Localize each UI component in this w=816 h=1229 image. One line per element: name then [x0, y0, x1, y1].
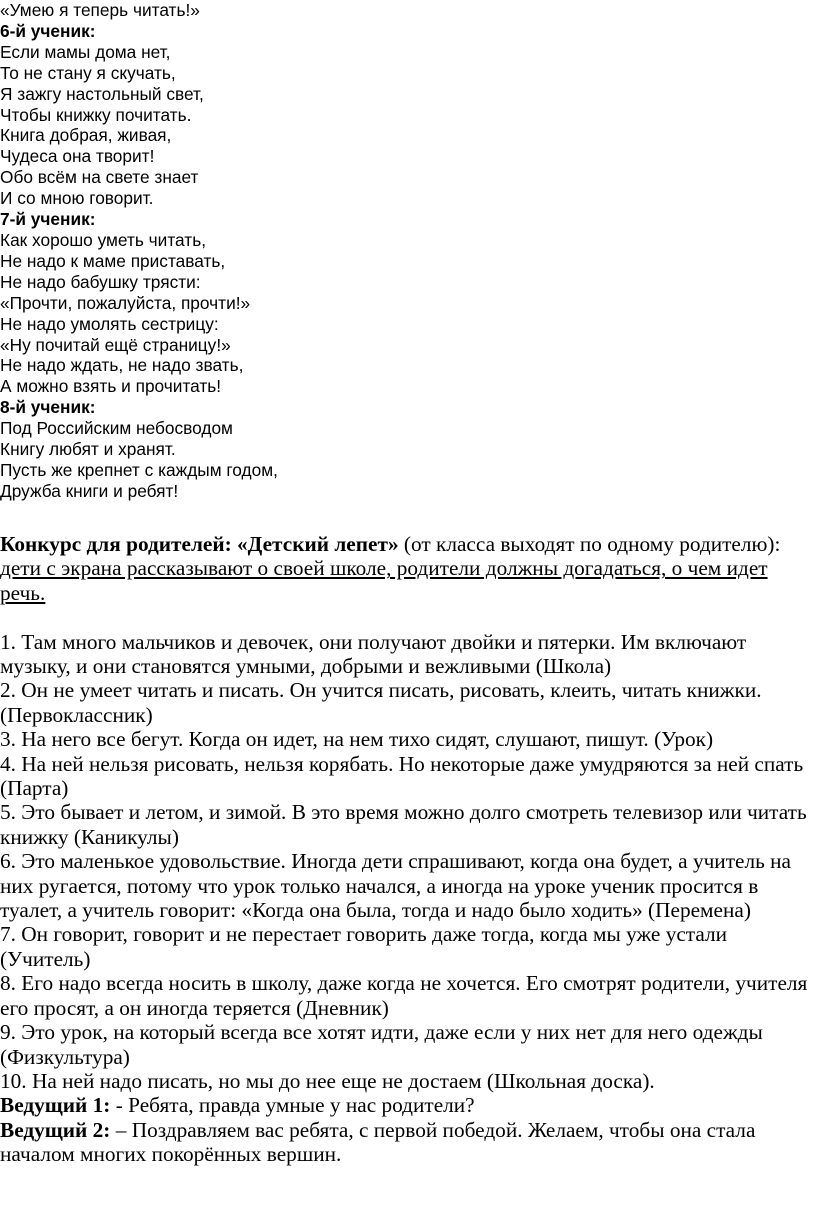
poem-line: Под Российским небосводом	[0, 418, 233, 439]
blank-line	[0, 605, 812, 629]
poem-line: Не надо умолять сестрицу:	[0, 313, 219, 334]
riddle-item: 5. Это бывает и летом, и зимой. В это время можно долго смотреть телевизор или читать книжку (Каникулы)	[0, 800, 807, 849]
poem-line: А можно взять и прочитать!	[0, 376, 222, 397]
poem-line: То не стану я скучать,	[0, 62, 176, 83]
poem-line: Не надо бабушку трясти:	[0, 271, 201, 292]
student-8-heading: 8-й ученик:	[0, 397, 96, 418]
riddle-item: 3. На него все бегут. Когда он идет, на нем тихо сидят, слушают, пишут. (Урок)	[0, 727, 714, 752]
riddle-item: 1. Там много мальчиков и девочек, они получают двойки и пятерки. Им включают музыку, и они становятся умными, добрыми и вежливыми (Школа)	[0, 629, 747, 679]
contest-note: (от класса выходят по одному родителю):	[398, 532, 781, 556]
poem-line: Пусть же крепнет с каждым годом,	[0, 459, 278, 480]
contest-section	[0, 532, 812, 1167]
contest-task: дети с экрана рассказывают о своей школе, родители должны догадаться, о чем идет речь.	[0, 556, 768, 605]
host-2-line	[0, 1118, 812, 1167]
host-2-label: Ведущий 2:	[0, 1117, 111, 1142]
riddle-item: 4. На ней нельзя рисовать, нельзя корябать. Но некоторые даже умудряются за ней спать (Парта)	[0, 751, 804, 801]
poem-line: Дружба книги и ребят!	[0, 480, 179, 501]
poem-line: Книга добрая, живая,	[0, 125, 172, 146]
poem-line: Обо всём на свете знает	[0, 167, 199, 188]
poem-line: «Ну почитай ещё страницу!»	[0, 334, 231, 355]
poem-line: Я зажгу настольный свет,	[0, 83, 204, 104]
poem-line: Книгу любят и хранят.	[0, 439, 176, 460]
poem-line: Если мамы дома нет,	[0, 41, 171, 62]
contest-title: Конкурс для родителей: «Детский лепет»	[0, 532, 399, 556]
poem-line: «Прочти, пожалуйста, прочти!»	[0, 292, 251, 313]
host-1-text: - Ребята, правда умные у нас родители?	[110, 1093, 475, 1118]
poem-line: Чтобы книжку почитать.	[0, 104, 192, 125]
poem-line: «Умею я теперь читать!»	[0, 0, 200, 20]
poem-line: Чудеса она творит!	[0, 146, 155, 167]
host-1-line	[0, 1093, 812, 1117]
poem-line: Не надо ждать, не надо звать,	[0, 355, 244, 376]
riddle-item: 6. Это маленькое удовольствие. Иногда дети спрашивают, когда она будет, а учитель на них ругается, потому что урок только начался, а иногда на уроке ученик просится в туалет, а учитель говорит: «Когда она была, тогда и надо было ходить» (Перемена)	[0, 849, 791, 923]
student-6-heading: 6-й ученик:	[0, 20, 96, 41]
poem-section	[0, 0, 810, 502]
poem-line: Не надо к маме приставать,	[0, 250, 226, 271]
riddle-item: 8. Его надо всегда носить в школу, даже когда не хочется. Его смотрят родители, учителя его просят, а он иногда теряется (Дневник)	[0, 971, 808, 1020]
poem-line: Как хорошо уметь читать,	[0, 229, 207, 250]
riddle-item: 7. Он говорит, говорит и не перестает говорить даже тогда, когда мы уже устали (Учитель)	[0, 922, 728, 971]
poem-line: И со мною говорит.	[0, 188, 154, 209]
riddle-item: 10. На ней надо писать, но мы до нее еще не достаем (Школьная доска).	[0, 1068, 655, 1093]
riddle-item: 2. Он не умеет читать и писать. Он учится писать, рисовать, клеить, читать книжки.(Первоклассник)	[0, 678, 762, 727]
host-2-text: – Поздравляем вас ребята, с первой победой. Желаем, чтобы она стала началом многих покорённых вершин.	[0, 1117, 756, 1167]
riddle-item: 9. Это урок, на который всегда все хотят идти, даже если у них нет для него одежды (Физкультура)	[0, 1020, 763, 1069]
contest-intro	[0, 532, 812, 605]
host-1-label: Ведущий 1:	[0, 1093, 111, 1118]
student-7-heading: 7-й ученик:	[0, 209, 96, 230]
